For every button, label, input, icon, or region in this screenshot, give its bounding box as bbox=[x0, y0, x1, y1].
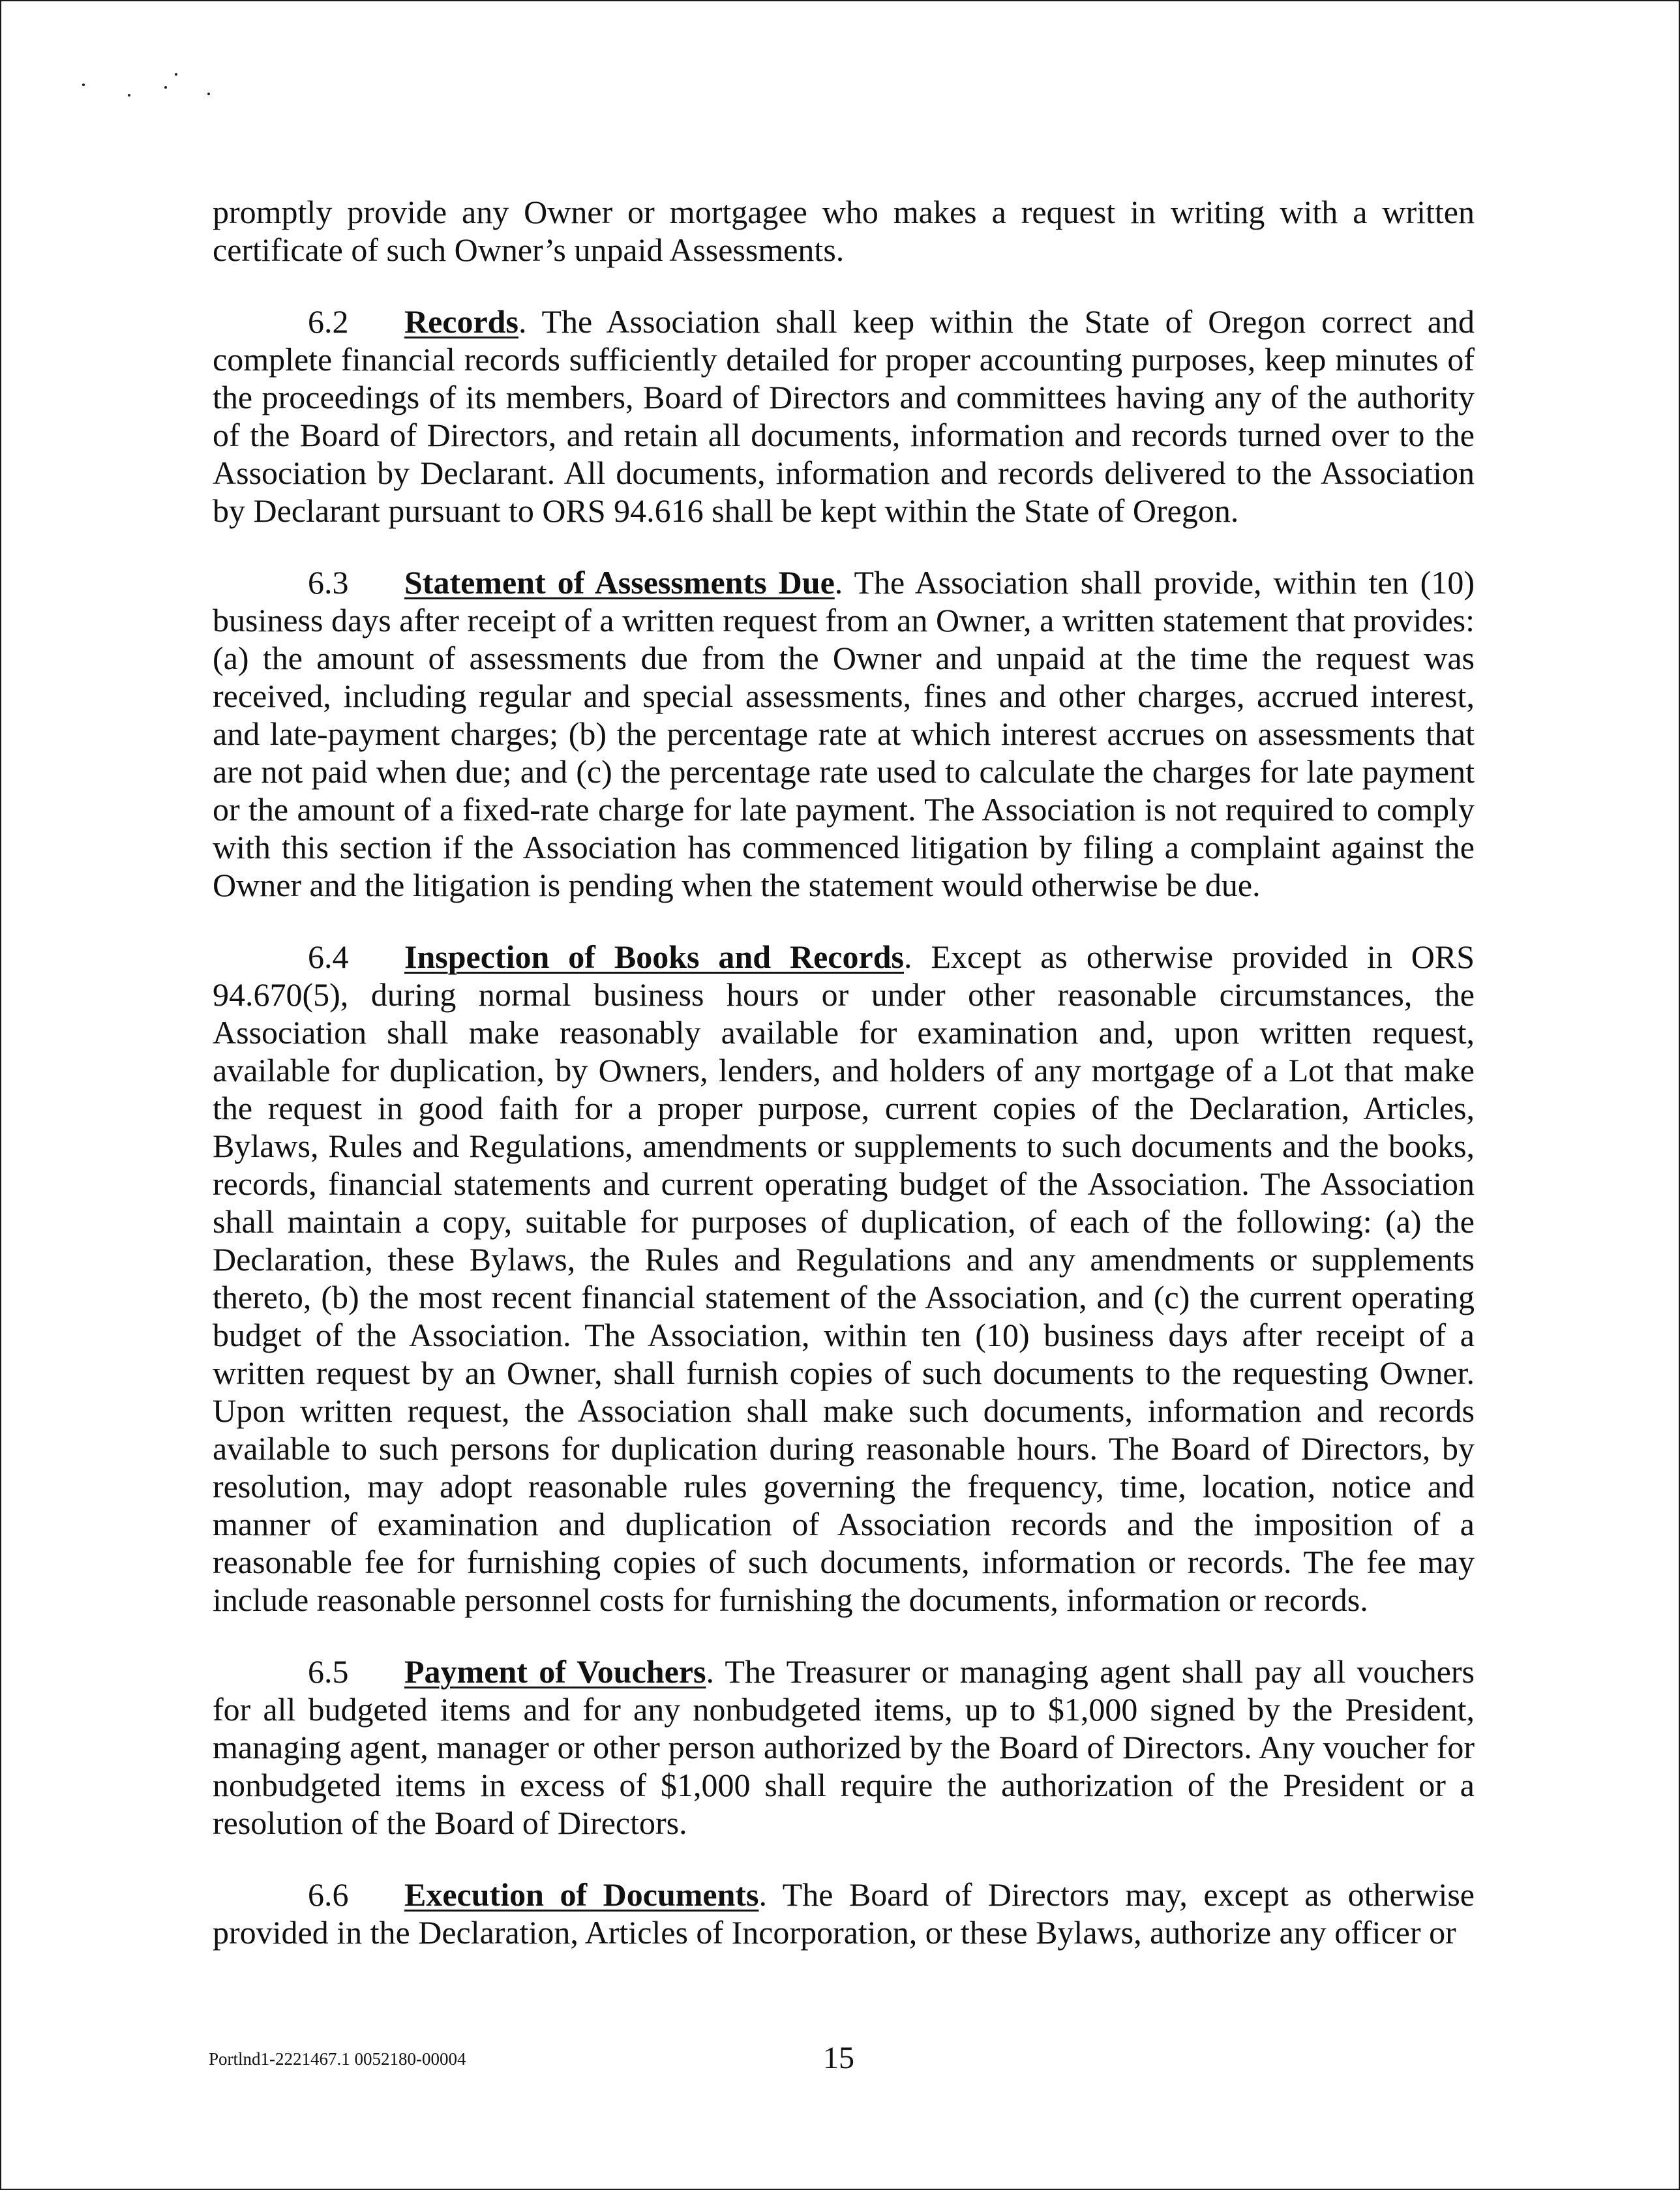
continuation-paragraph: promptly provide any Owner or mortgagee who makes a request in writing with a written certificate of such Owner’s unpaid Assessments. bbox=[213, 194, 1475, 268]
section-body: Except as otherwise provided in ORS 94.670(5), during normal business hours or under other reasonable circumstances, the Association shall make reasonably available for examination and, upon written request, available for duplication, by Owners, lenders, and holders of any mortgage of a Lot that make the request in good faith for a proper purpose, current copies of the Declaration, Articles, Bylaws, Rules and Regulations, amendments or supplements to such documents and the books, records, financial statements and current operating budget of the Association. The Association shall maintain a copy, suitable for purposes of duplication, of each of the following: (a) the Declaration, these Bylaws, the Rules and Regulations and any amendments or supplements thereto, (b) the most recent financial statement of the Association, and (c) the current operating budget of the Association. The Association, within ten (10) business days after receipt of a written request by an Owner, shall furnish copies of such documents to the requesting Owner. Upon written request, the Association shall make such documents, information and records available to such persons for duplication during reasonable hours. The Board of Directors, by resolution, may adopt reasonable rules governing the frequency, time, location, notice and manner of examination and duplication of Association records and the imposition of a reasonable fee for furnishing copies of such documents, information or records. The fee may include reasonable personnel costs for furnishing the documents, information or records. bbox=[213, 938, 1475, 1618]
footer-document-id: Portlnd1-2221467.1 0052180-00004 bbox=[209, 2049, 466, 2069]
scan-speck bbox=[164, 86, 167, 89]
section-heading: Execution of Documents bbox=[404, 1876, 759, 1913]
section-6-5: 6.5 Payment of Vouchers. The Treasurer or managing agent shall pay all vouchers for all budgeted items and for any nonbudgeted items, up to $1,000 signed by the President, managing agent, manager or other person authorized by the Board of Directors. Any voucher for nonbudgeted items in excess of $1,000 shall require the authorization of the President or a resolution of the Board of Directors. bbox=[213, 1653, 1475, 1841]
section-number: 6.2 bbox=[308, 303, 349, 340]
section-number: 6.5 bbox=[308, 1653, 349, 1690]
scan-speck bbox=[128, 94, 130, 97]
section-body: The Association shall keep within the State of Oregon correct and complete financial records sufficiently detailed for proper accounting purposes, keep minutes of the proceedings of its members, Board of Directors and committees having any of the authority of the Board of Directors, and retain all documents, information and records turned over to the Association by Declarant. All documents, information and records delivered to the Association by Declarant pursuant to ORS 94.616 shall be kept within the State of Oregon. bbox=[213, 303, 1475, 529]
section-body: The Treasurer or managing agent shall pay all vouchers for all budgeted items and for any nonbudgeted items, up to $1,000 signed by the President, managing agent, manager or other person authorized by the Board of Directors. Any voucher for nonbudgeted items in excess of $1,000 shall require the authorization of the President or a resolution of the Board of Directors. bbox=[213, 1653, 1475, 1841]
section-heading: Payment of Vouchers bbox=[404, 1653, 706, 1690]
section-body: The Board of Directors may, except as otherwise provided in the Declaration, Articles of Incorporation, or these Bylaws, authorize any officer or bbox=[213, 1876, 1475, 1951]
section-number: 6.6 bbox=[308, 1876, 349, 1913]
scan-speck bbox=[82, 83, 85, 86]
section-body: The Association shall provide, within ten (10) business days after receipt of a written request from an Owner, a written statement that provides: (a) the amount of assessments due from the Owner and unpaid at the time the request was received, including regular and special assessments, fines and other charges, accrued interest, and late-payment charges; (b) the percentage rate at which interest accrues on assessments that are not paid when due; and (c) the percentage rate used to calculate the charges for late payment or the amount of a fixed-rate charge for late payment. The Association is not required to comply with this section if the Association has commenced litigation by filing a complaint against the Owner and the litigation is pending when the statement would otherwise be due. bbox=[213, 564, 1475, 903]
section-6-2: 6.2 Records. The Association shall keep within the State of Oregon correct and complete financial records sufficiently detailed for proper accounting purposes, keep minutes of the proceedings of its members, Board of Directors and committees having any of the authority of the Board of Directors, and retain all documents, information and records turned over to the Association by Declarant. All documents, information and records delivered to the Association by Declarant pursuant to ORS 94.616 shall be kept within the State of Oregon. bbox=[213, 303, 1475, 529]
section-number: 6.4 bbox=[308, 938, 349, 975]
document-body bbox=[213, 193, 1475, 1985]
section-heading: Inspection of Books and Records bbox=[404, 938, 904, 975]
section-6-6: 6.6 Execution of Documents. The Board of Directors may, except as otherwise provided in the Declaration, Articles of Incorporation, or these Bylaws, authorize any officer or bbox=[213, 1876, 1475, 1951]
section-6-3: 6.3 Statement of Assessments Due. The Association shall provide, within ten (10) business days after receipt of a written request from an Owner, a written statement that provides: (a) the amount of assessments due from the Owner and unpaid at the time the request was received, including regular and special assessments, fines and other charges, accrued interest, and late-payment charges; (b) the percentage rate at which interest accrues on assessments that are not paid when due; and (c) the percentage rate used to calculate the charges for late payment or the amount of a fixed-rate charge for late payment. The Association is not required to comply with this section if the Association has commenced litigation by filing a complaint against the Owner and the litigation is pending when the statement would otherwise be due. bbox=[213, 564, 1475, 903]
section-number: 6.3 bbox=[308, 564, 349, 601]
scan-speck bbox=[207, 93, 210, 95]
section-heading: Records bbox=[404, 303, 518, 340]
section-6-4: 6.4 Inspection of Books and Records. Except as otherwise provided in ORS 94.670(5), during normal business hours or under other reasonable circumstances, the Association shall make reasonably available for examination and, upon written request, available for duplication, by Owners, lenders, and holders of any mortgage of a Lot that make the request in good faith for a proper purpose, current copies of the Declaration, Articles, Bylaws, Rules and Regulations, amendments or supplements to such documents and the books, records, financial statements and current operating budget of the Association. The Association shall maintain a copy, suitable for purposes of duplication, of each of the following: (a) the Declaration, these Bylaws, the Rules and Regulations and any amendments or supplements thereto, (b) the most recent financial statement of the Association, and (c) the current operating budget of the Association. The Association, within ten (10) business days after receipt of a written request by an Owner, shall furnish copies of such documents to the requesting Owner. Upon written request, the Association shall make such documents, information and records available to such persons for duplication during reasonable hours. The Board of Directors, by resolution, may adopt reasonable rules governing the frequency, time, location, notice and manner of examination and duplication of Association records and the imposition of a reasonable fee for furnishing copies of such documents, information or records. The fee may include reasonable personnel costs for furnishing the documents, information or records. bbox=[213, 938, 1475, 1618]
section-heading: Statement of Assessments Due bbox=[404, 564, 835, 601]
scan-speck bbox=[175, 73, 177, 76]
page-number: 15 bbox=[823, 2041, 854, 2075]
